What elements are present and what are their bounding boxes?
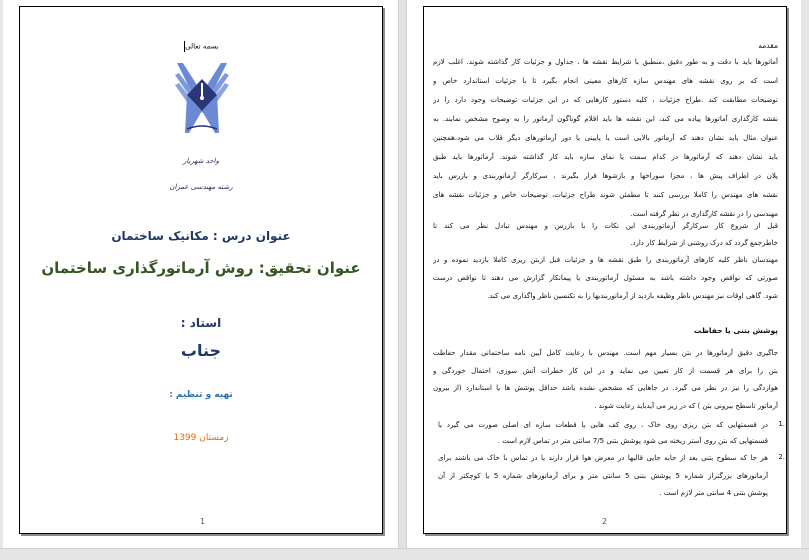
list-item-line: پوشش بتنی 4 سانتی متر لازم است . xyxy=(659,489,768,497)
date: زمستان 1399 xyxy=(173,433,229,443)
intro-line: مهندسان ناظر کلیه کارهای آرماتوربندی را طبق نقشه ها و جزئیات قبل ازبتن ریزی کاملا بازدید نموده و در xyxy=(433,256,778,264)
intro-line: نقشه کارگذاری آماتورها پیاده می کند، این نقشه ها باید اقلام گوناگون آرماتور را به وضوح مشخص نمایند. به xyxy=(433,115,778,123)
intro-line: قبل از شروع کار سرکارگر آرماتوربندی این نکات را با بازرس و مهندس تبادل نظر می کند تا xyxy=(433,222,778,230)
field-name: رشته مهندسی عمران xyxy=(169,183,233,191)
cover-line: جاگیری دقیق آرماتورها در بتن بسیار مهم است. مهندس با رعایت کامل آیین نامه ساختمانی مقدار حفاظت xyxy=(433,349,778,357)
intro-line: پلان در اطراف پیش ها ، مجزا سوراخها و بازشوها قرار بگیرند ، سرکارگر آرماتوربندی و بازرس باید xyxy=(433,172,778,180)
prepared-by-label: تهیه و تنظیم : xyxy=(169,390,233,400)
cover-line: هوازدگی را نیز در نظر می گیرد. در جاهایی که مشخص نشده باشد حداقل پوشش ها یا استاندارد (از بیرون xyxy=(433,384,778,392)
intro-heading: مقدمه xyxy=(758,41,778,50)
intro-line: صورتی که نواقص وجود داشته باشد به مسئول آرماتوربندی یا پیمانکار گزارش می دهند تا نواقص درست xyxy=(433,274,778,282)
page-2[interactable] xyxy=(423,6,787,534)
pane-splitter[interactable] xyxy=(398,0,407,548)
intro-line: نقشه های مهندس را کاملا بررسی کنند تا مطمئن شوند طراح جزئیات، توضیحات خاص و جزئیات نقشه های xyxy=(433,191,778,199)
intro-line: باید نشان دهند که آرماتورها در کدام سمت یا نمای سازه باید کار گذاشته شوند. آرماتورها باید طبق xyxy=(433,153,778,161)
list-item-line: قسمتهایی که بتن روی آستر ریخته می شود پوشش بتنی 7/5 سانتی متر در تماس لازم است . xyxy=(497,437,768,445)
list-item-line: در قسمتهایی که بتن ریزی روی خاک ، روی کف هایی یا قطعات سازه ای اصلی صورت می گیرد یا xyxy=(438,421,768,429)
cover-line: بتن را برای هر قسمت از کار تعیین می نماید و در این کار خطرات آتش سوزی، احتمال خوردگی و xyxy=(433,367,778,375)
intro-line: عنوان مثال باید نشان دهند که آرماتور بالایی است یا پایینی یا دور آرماتورهای دیگر قلاب می شود،همچنین xyxy=(433,134,778,142)
page-number: 1 xyxy=(200,517,206,526)
intro-line: مهندسی را در نقشه کارگذاری در نظر گرفته است. xyxy=(630,210,778,218)
course-title: عنوان درس : مکانیک ساختمان xyxy=(111,229,291,243)
professor-name: جناب xyxy=(180,341,222,360)
list-item-line: هر جا که سطوح بتنی بعد از جابه جایی قالبها در معرض هوا قرار دارند یا در تماس با خاک می باشند برای xyxy=(438,454,768,462)
list-number: 1. xyxy=(778,420,785,428)
page-1[interactable] xyxy=(19,6,383,534)
intro-line: خاطرجمع گردد که درک روشنی از شرایط کار دارد. xyxy=(630,239,778,247)
intro-line: است که بر روی نقشه های مهندس سازه کارهای معینی انجام بگیرد تا با جزئیات استاندارد خاص و xyxy=(433,77,778,85)
list-number: 2. xyxy=(778,453,785,461)
university-logo xyxy=(175,61,229,137)
intro-line: توضیحات مطابقت کند .طراح جزئیات ، کلیه دستور کارهایی که در این جزئیات توضیحات وجود دارد را در xyxy=(433,96,778,104)
logo-icon xyxy=(175,61,229,137)
status-bar xyxy=(0,548,809,560)
bismillah-header: بسمه تعالی xyxy=(185,42,219,51)
cover-heading: پوشش بتنی یا حفاظت xyxy=(693,326,778,335)
list-item-line: آرماتورهای بزرگتراز شماره 5 پوشش بتنی 5 سانتی متر و برای آرماتورهای شماره 5 یا کوچکتر از آن xyxy=(438,472,768,480)
branch-name: واحد شهریار xyxy=(183,157,219,165)
research-title: عنوان تحقیق: روش آرماتورگذاری ساختمان xyxy=(41,259,361,277)
intro-line: شود. گاهی اوقات نیز مهندس ناظر وظیفه بازدید از آرماتوربندیها را به تکنسین ناظر واگذاری می کند. xyxy=(487,292,778,300)
page-number: 2 xyxy=(602,517,608,526)
intro-line: آماتورها باید با دقت و به طور دقیق ،منطبق با شرایط نقشه ها ، جداول و جزئیات کار گذاشته شوند. اغلب لازم xyxy=(433,58,778,66)
professor-label: استاد : xyxy=(180,316,222,330)
cover-line: آرماتور تاسطح بیرونی بتن ) که در زیر می آیدباید رعایت شوند . xyxy=(594,402,778,410)
